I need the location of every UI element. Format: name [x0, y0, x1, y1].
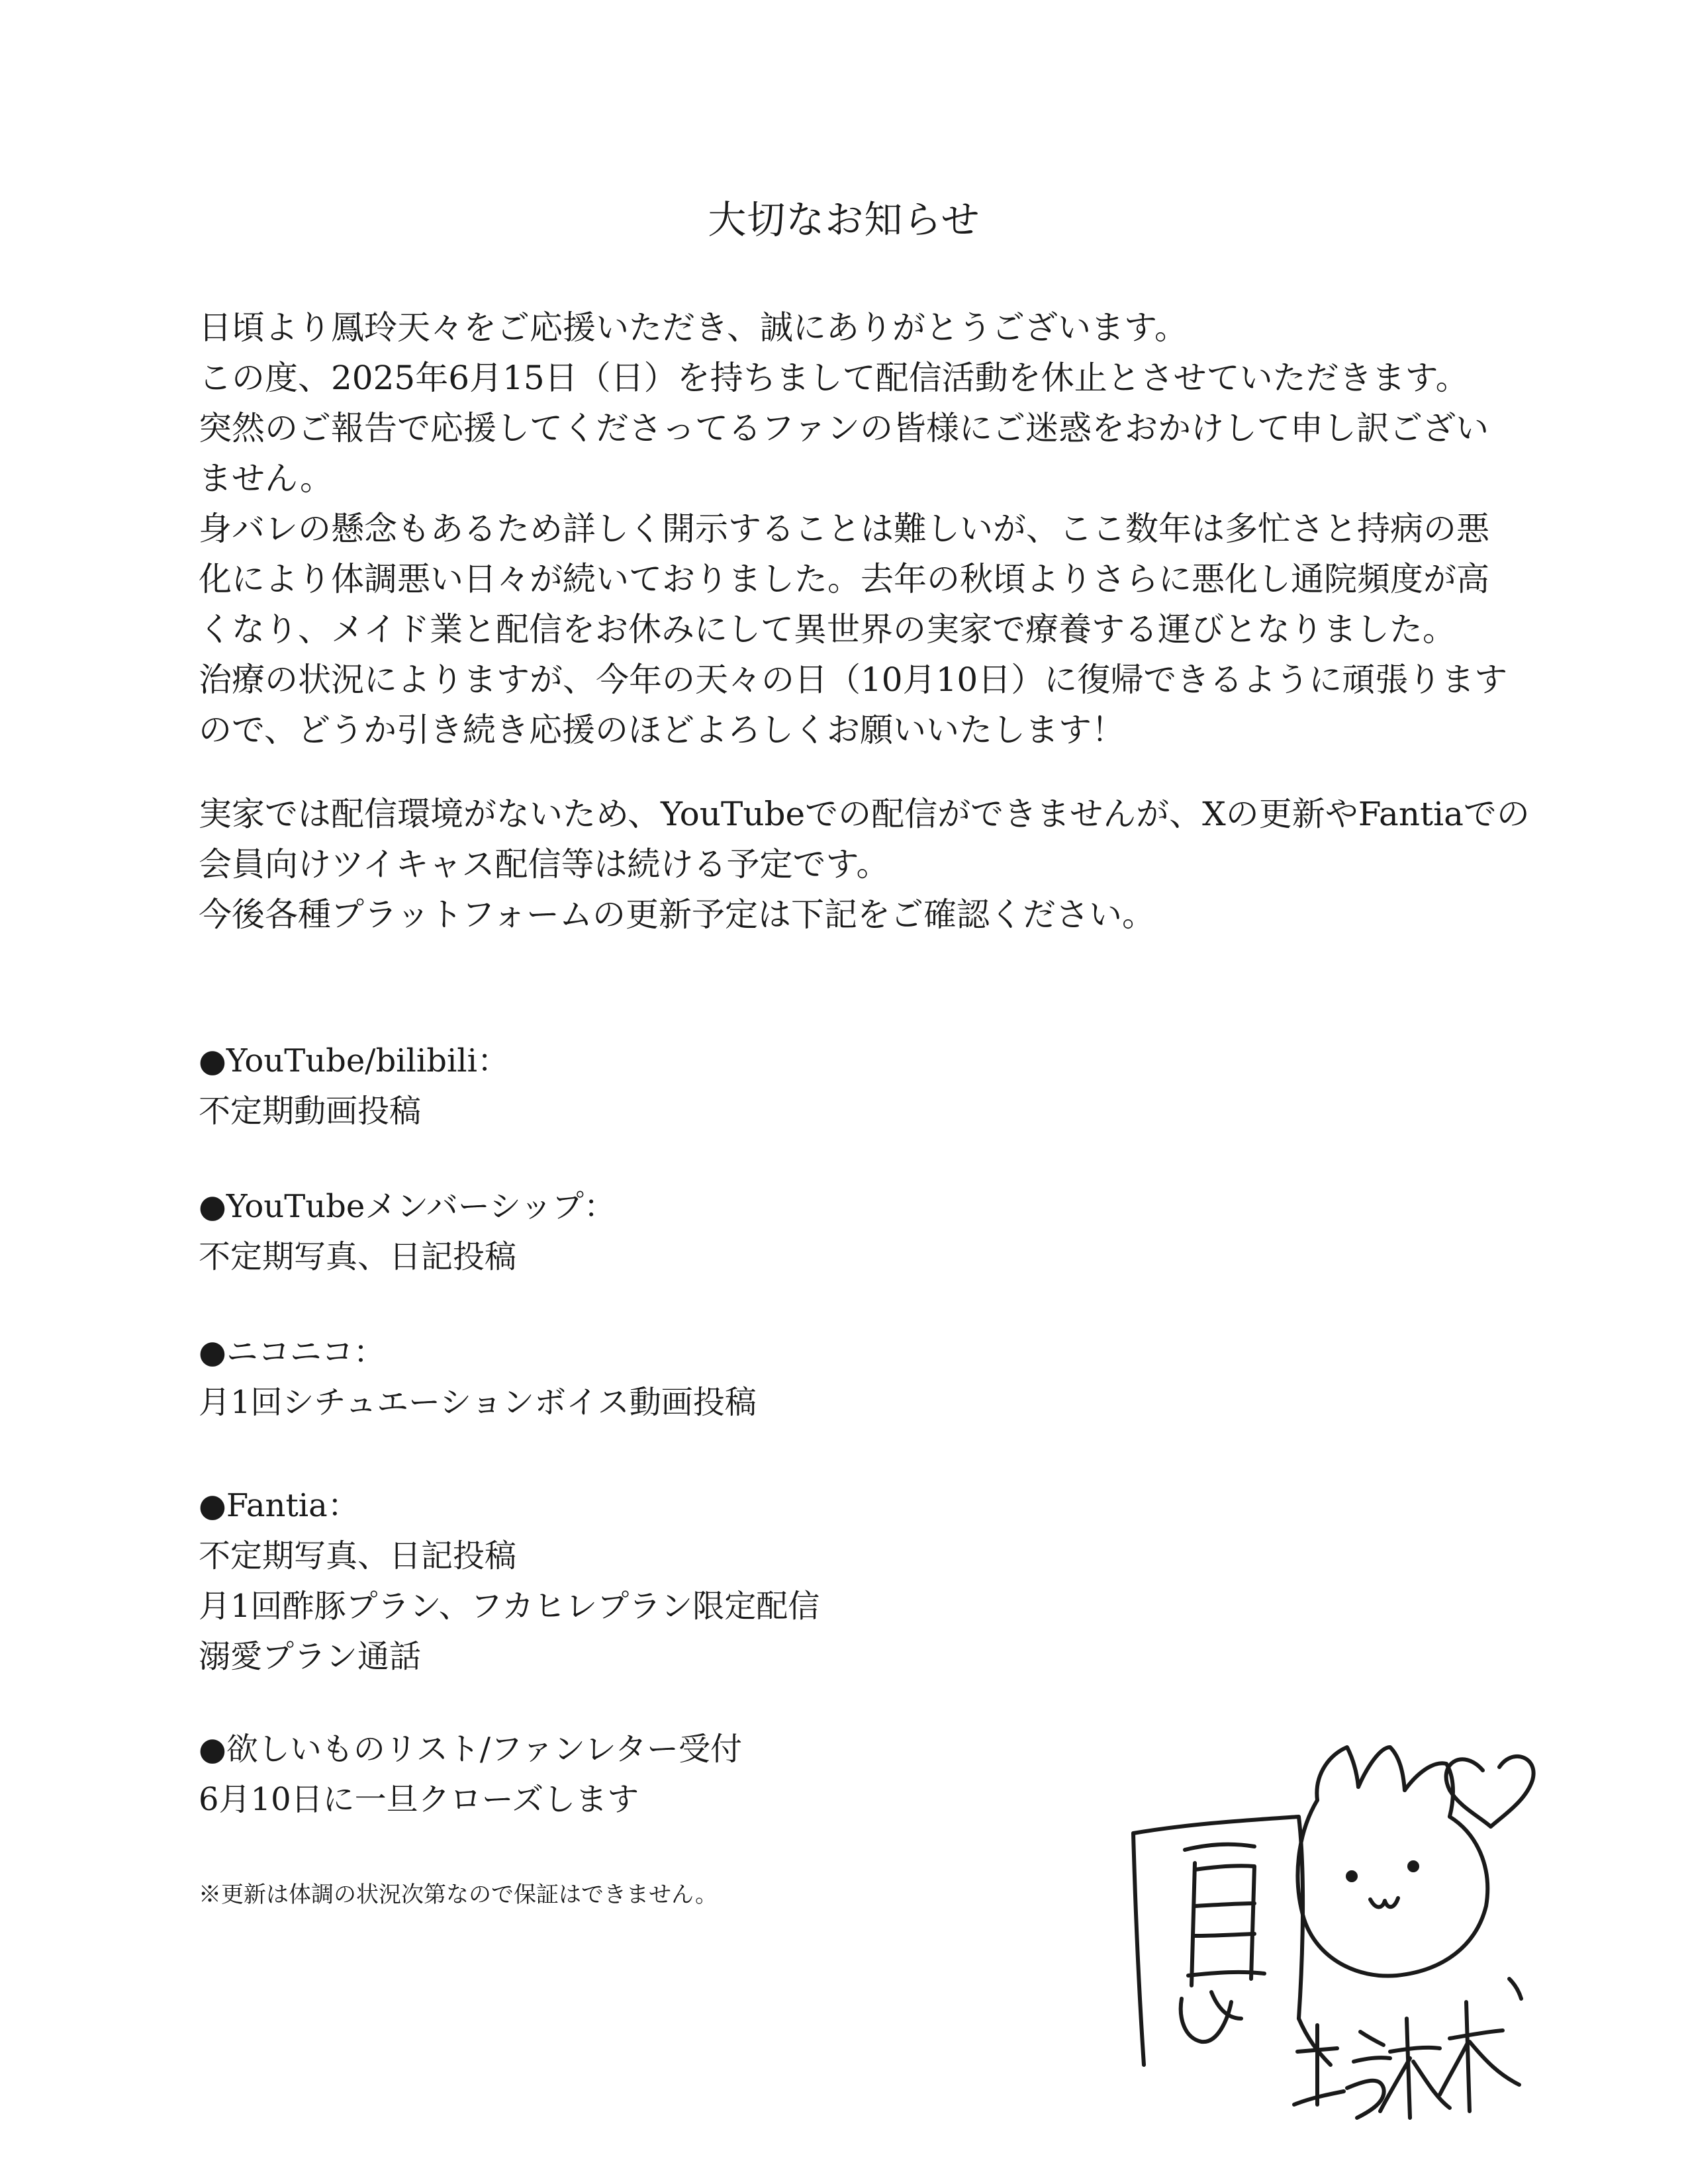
cat-doodle	[1297, 1747, 1487, 1976]
schedule-item-fantia	[199, 1480, 1324, 1682]
schedule-heading: ●Fantia：	[199, 1487, 359, 1524]
intro-paragraph	[199, 302, 1508, 755]
intro-line: 突然のご報告で応援してくださってるファンの皆様にご迷惑をおかけして申し訳ござい	[199, 409, 1489, 447]
intro-line: ので、どうか引き続き応援のほどよろしくお願いいたします！	[199, 711, 1125, 749]
schedule-heading: ●YouTube/bilibili：	[199, 1042, 510, 1079]
intro-line: 身バレの懸念もあるため詳しく開示することは難しいが、ここ数年は多忙さと持病の悪	[199, 510, 1489, 548]
schedule-line: 不定期写真、日記投稿	[199, 1238, 517, 1275]
notice-line: 実家では配信環境がないため、YouTubeでの配信ができませんが、Xの更新やFantiaでの	[199, 795, 1530, 833]
intro-line: くなり、メイド業と配信をお休みにして異世界の実家で療養する運びとなりました。	[199, 610, 1456, 649]
intro-line: 化により体調悪い日々が続いておりました。去年の秋頃よりさらに悪化し通院頻度が高	[199, 560, 1489, 598]
schedule-line: 不定期動画投稿	[199, 1093, 422, 1130]
schedule-line: 不定期写真、日記投稿	[199, 1537, 517, 1574]
notice-paragraph	[199, 789, 1530, 940]
intro-line: 日頃より鳳玲天々をご応援いただき、誠にありがとうございます。	[199, 308, 1188, 347]
schedule-heading: ●ニコニコ：	[199, 1334, 385, 1371]
schedule-heading: ●欲しいものリスト/ファンレター受付	[199, 1731, 743, 1768]
schedule-line: 月1回シチュエーションボイス動画投稿	[199, 1384, 757, 1421]
notice-line: 会員向けツイキャス配信等は続ける予定です。	[199, 845, 890, 884]
signature-kanji-rei-tenten	[1294, 1979, 1521, 2118]
signature	[1119, 1707, 1569, 2144]
intro-line: 治療の状況によりますが、今年の天々の日（10月10日）に復帰できるように頑張ります	[199, 660, 1508, 699]
schedule-item-niconico	[199, 1327, 1324, 1428]
intro-line: ません。	[199, 459, 333, 498]
page-title: 大切なお知らせ	[708, 197, 980, 242]
schedule-item-youtube-bilibili	[199, 1036, 1324, 1136]
heart-doodle	[1446, 1756, 1534, 1827]
schedule-line: 溺愛プラン通話	[199, 1638, 422, 1675]
footnote: ※更新は体調の状況次第なので保証はできません。	[199, 1882, 718, 1908]
schedule-item-youtube-membership	[199, 1181, 1324, 1282]
schedule-heading: ●YouTubeメンバーシップ：	[199, 1188, 616, 1225]
schedule-line: 6月10日に一旦クローズします	[199, 1781, 639, 1818]
schedule-line: 月1回酢豚プラン、フカヒレプラン限定配信	[199, 1588, 820, 1625]
intro-line: この度、2025年6月15日（日）を持ちまして配信活動を休止とさせていただきます。	[199, 359, 1469, 397]
notice-line: 今後各種プラットフォームの更新予定は下記をご確認ください。	[199, 895, 1155, 934]
